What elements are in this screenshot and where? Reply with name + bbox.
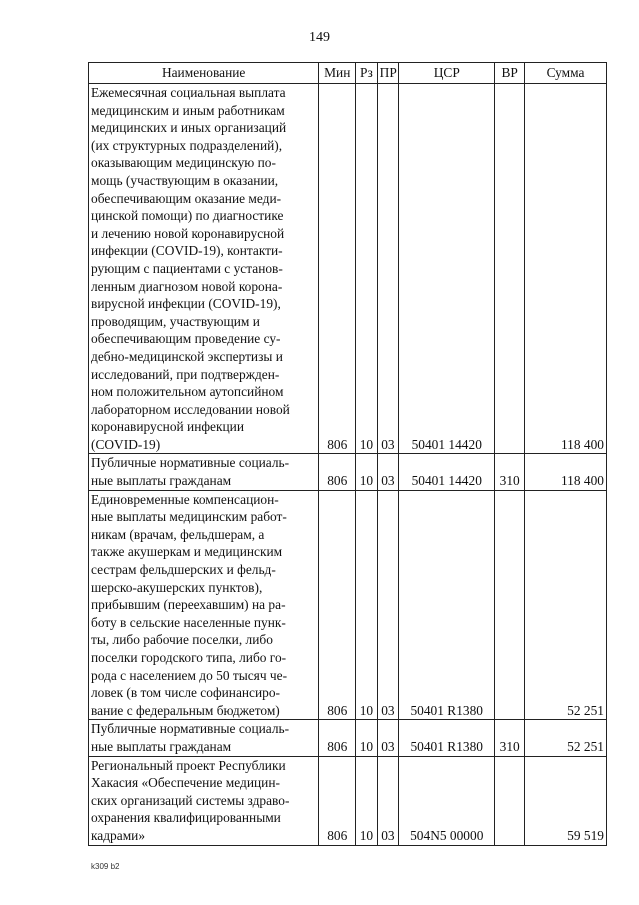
row-rz: 10	[356, 84, 377, 454]
row-pr: 03	[377, 756, 398, 845]
row-pr: 03	[377, 84, 398, 454]
row-min: 806	[319, 756, 356, 845]
header-csr: ЦСР	[399, 63, 495, 84]
table-header-row	[89, 63, 607, 84]
row-pr: 03	[377, 720, 398, 756]
row-pr: 03	[377, 454, 398, 490]
table-row	[89, 720, 607, 756]
row-name: Публичные нормативные социаль- ные выплаты гражданам	[89, 454, 319, 490]
row-vr	[495, 756, 525, 845]
header-rz: Рз	[356, 63, 377, 84]
row-vr	[495, 490, 525, 720]
footer-code: k309 b2	[91, 862, 120, 871]
table-row	[89, 454, 607, 490]
table-row	[89, 490, 607, 720]
budget-table	[88, 62, 607, 846]
row-min: 806	[319, 720, 356, 756]
header-name: Наименование	[89, 63, 319, 84]
header-pr: ПР	[377, 63, 398, 84]
row-vr	[495, 84, 525, 454]
row-vr: 310	[495, 454, 525, 490]
row-sum: 118 400	[525, 84, 607, 454]
table-row	[89, 756, 607, 845]
row-name: Публичные нормативные социаль- ные выплаты гражданам	[89, 720, 319, 756]
row-rz: 10	[356, 454, 377, 490]
row-min: 806	[319, 454, 356, 490]
row-rz: 10	[356, 756, 377, 845]
row-csr: 50401 14420	[399, 84, 495, 454]
row-rz: 10	[356, 720, 377, 756]
row-pr: 03	[377, 490, 398, 720]
row-csr: 504N5 00000	[399, 756, 495, 845]
table-row	[89, 84, 607, 454]
row-name: Ежемесячная социальная выплата медицинским и иным работникам медицинских и иных организаций (их структурных подразделений), оказывающим медицинскую по- мощь (участвующим в оказании, обеспечивающим оказание меди- цинской помощи) по диагностике и лечению новой коронавирусной инфекции (COVID-19), контакти- рующим с пациентами с установ- ленным диагнозом новой корона- вирусной инфекции (COVID-19), проводящим, участвующим и обеспечивающим проведение су- дебно-медицинской экспертизы и исследований, при подтвержден- ном положительном аутопсийном лабораторном исследовании новой коронавирусной инфекции (COVID-19)	[89, 84, 319, 454]
row-csr: 50401 R1380	[399, 490, 495, 720]
row-vr: 310	[495, 720, 525, 756]
row-name: Единовременные компенсацион- ные выплаты медицинским работ- никам (врачам, фельдшерам, а также акушеркам и медицинским сестрам фельдшерских и фельд- шерско-акушерских пунктов), прибывшим (переехавшим) на ра- боту в сельские населенные пунк- ты, либо рабочие поселки, либо поселки городского типа, либо го- рода с населением до 50 тысяч че- ловек (в том числе софинансиро- вание с федеральным бюджетом)	[89, 490, 319, 720]
row-sum: 118 400	[525, 454, 607, 490]
row-csr: 50401 R1380	[399, 720, 495, 756]
row-sum: 52 251	[525, 490, 607, 720]
row-sum: 52 251	[525, 720, 607, 756]
row-rz: 10	[356, 490, 377, 720]
row-sum: 59 519	[525, 756, 607, 845]
row-name: Региональный проект Республики Хакасия «Обеспечение медицин- ских организаций системы здраво- охранения квалифицированными кадрами»	[89, 756, 319, 845]
header-sum: Сумма	[525, 63, 607, 84]
row-csr: 50401 14420	[399, 454, 495, 490]
header-vr: ВР	[495, 63, 525, 84]
row-min: 806	[319, 84, 356, 454]
page-number: 149	[309, 30, 330, 45]
row-min: 806	[319, 490, 356, 720]
header-min: Мин	[319, 63, 356, 84]
